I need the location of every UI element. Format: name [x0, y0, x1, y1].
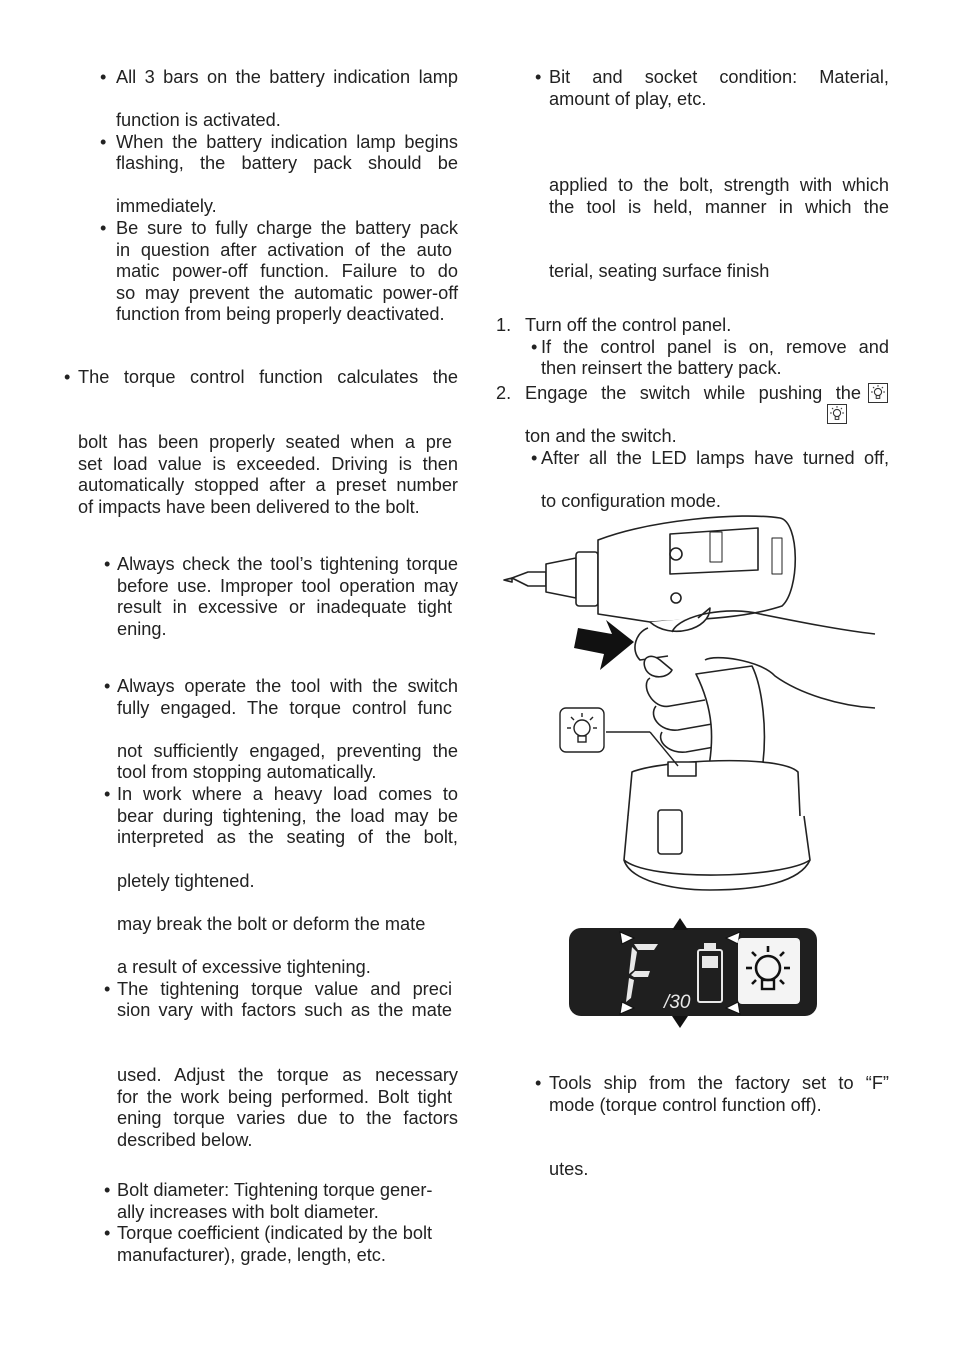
- torque-paragraph-line-3: set load value is exceeded. Driving is then: [78, 454, 458, 474]
- caution-2c-line-6: described below.: [117, 1130, 253, 1150]
- bullet: •: [104, 676, 111, 696]
- note-line-3: utes.: [549, 1159, 589, 1179]
- caution-2c-line-2: sion vary with factors such as the mate: [117, 1000, 452, 1020]
- torque-paragraph-line-4: automatically stopped after a preset number: [78, 475, 458, 495]
- step-number: 1.: [496, 315, 512, 335]
- bullet: •: [104, 554, 111, 574]
- caution-1-line-2: before use. Improper tool operation may: [117, 576, 458, 596]
- caution-1-line-1: Always check the tool’s tightening torque: [117, 554, 458, 574]
- factor-bit-socket-line-2: amount of play, etc.: [549, 89, 707, 109]
- battery-icon: [698, 944, 722, 1002]
- bullet: •: [100, 132, 107, 152]
- step-2-text-line-2: ton and the switch.: [525, 426, 677, 446]
- arrow-down-icon: [672, 1016, 688, 1028]
- caution-2a-line-1: Always operate the tool with the switch: [117, 676, 458, 696]
- arrow-left-bottom-icon: [620, 1002, 634, 1014]
- step-1-text: Turn off the control panel.: [525, 315, 732, 335]
- light-bulb-icon: [868, 383, 888, 403]
- caution-2b-line-5: may break the bolt or deform the mate: [117, 914, 426, 934]
- battery-bullet-1-line-2: function is activated.: [116, 110, 281, 130]
- bullet: •: [104, 1223, 111, 1243]
- factor-torque-coefficient-line-2: manufacturer), grade, length, etc.: [117, 1245, 386, 1265]
- caution-2c-line-5: ening torque varies due to the factors: [117, 1108, 458, 1128]
- arrow-right-bottom-icon: [726, 1002, 740, 1014]
- arrow-left-top-icon: [620, 932, 634, 944]
- caution-2b-line-4: pletely tightened.: [117, 871, 255, 891]
- battery-bullet-3-line-1: Be sure to fully charge the battery pack: [116, 218, 458, 238]
- control-panel-display: [560, 914, 826, 1032]
- caution-2b-line-6: a result of excessive tightening.: [117, 957, 371, 977]
- caution-2b-line-1: In work where a heavy load comes to: [117, 784, 458, 804]
- note-line-2: mode (torque control function off).: [549, 1095, 822, 1115]
- factor-bolt-diameter-line-1: Bolt diameter: Tightening torque gener-: [117, 1180, 433, 1200]
- torque-paragraph-line-2: bolt has been properly seated when a pre: [78, 432, 452, 452]
- step-number: 2.: [496, 383, 512, 403]
- factor-bolt-diameter-line-2: ally increases with bolt diameter.: [117, 1202, 379, 1222]
- caution-1-line-3: result in excessive or inadequate tight: [117, 597, 452, 617]
- timer-label: /30: [664, 992, 691, 1013]
- caution-2a-line-2: fully engaged. The torque control func: [117, 698, 452, 718]
- caution-2a-line-4: tool from stopping automatically.: [117, 762, 377, 782]
- push-arrow: [574, 620, 634, 670]
- caution-2a-line-3: not sufficiently engaged, preventing the: [117, 741, 458, 761]
- caution-2b-line-3: interpreted as the seating of the bolt,: [117, 827, 458, 847]
- light-bulb-icon: [738, 938, 800, 1004]
- bullet: •: [100, 218, 107, 238]
- bullet: •: [104, 979, 111, 999]
- battery-bullet-2-line-3: immediately.: [116, 196, 217, 216]
- caution-2c-line-3: used. Adjust the torque as necessary: [117, 1065, 458, 1085]
- bullet: •: [64, 367, 71, 387]
- step-2-text: Engage the switch while pushing the: [525, 383, 861, 403]
- bullet: •: [104, 784, 111, 804]
- bullet: •: [104, 1180, 111, 1200]
- step-2-sub-line-2: to configuration mode.: [541, 491, 721, 511]
- step-1-sub-line-2: then reinsert the battery pack.: [541, 358, 782, 378]
- battery-bullet-2-line-2: flashing, the battery pack should be: [116, 153, 458, 173]
- factor-fragment-line-3: terial, seating surface finish: [549, 261, 770, 281]
- battery-bullet-2-line-1: When the battery indication lamp begins: [116, 132, 458, 152]
- arrow-up-icon: [672, 918, 688, 930]
- step-2-sub-line-1: After all the LED lamps have turned off,: [541, 448, 889, 468]
- light-bulb-icon: [827, 404, 847, 424]
- caution-2c-line-1: The tightening torque value and preci: [117, 979, 452, 999]
- torque-paragraph-line-1: The torque control function calculates the: [78, 367, 458, 387]
- factor-fragment-line-2: the tool is held, manner in which the: [549, 197, 889, 217]
- impact-driver-illustration: [500, 510, 890, 905]
- step-1-sub-line-1: If the control panel is on, remove and: [541, 337, 889, 357]
- battery-bullet-3-line-2: in question after activation of the auto: [116, 240, 452, 260]
- bullet: •: [535, 67, 542, 87]
- battery-bullet-3-line-4: so may prevent the automatic power-off: [116, 283, 458, 303]
- caution-1-line-4: ening.: [117, 619, 167, 639]
- torque-paragraph-line-5: of impacts have been delivered to the bolt.: [78, 497, 420, 517]
- bullet: •: [531, 448, 538, 468]
- factor-bit-socket-line-1: Bit and socket condition: Material,: [549, 67, 889, 87]
- bullet: •: [531, 337, 538, 357]
- note-line-1: Tools ship from the factory set to “F”: [549, 1073, 889, 1093]
- battery-bullet-3-line-3: matic power-off function. Failure to do: [116, 261, 458, 281]
- bullet: •: [535, 1073, 542, 1093]
- factor-torque-coefficient-line-1: Torque coefficient (indicated by the bolt: [117, 1223, 433, 1243]
- battery-bullet-1-line-1: All 3 bars on the battery indication lamp: [116, 67, 458, 87]
- caution-2c-line-4: for the work being performed. Bolt tight: [117, 1087, 452, 1107]
- battery-bullet-3-line-5: function from being properly deactivated.: [116, 304, 445, 324]
- factor-fragment-line-1: applied to the bolt, strength with which: [549, 175, 889, 195]
- bullet: •: [100, 67, 107, 87]
- arrow-right-top-icon: [726, 932, 740, 944]
- caution-2b-line-2: bear during tightening, the load may be: [117, 806, 458, 826]
